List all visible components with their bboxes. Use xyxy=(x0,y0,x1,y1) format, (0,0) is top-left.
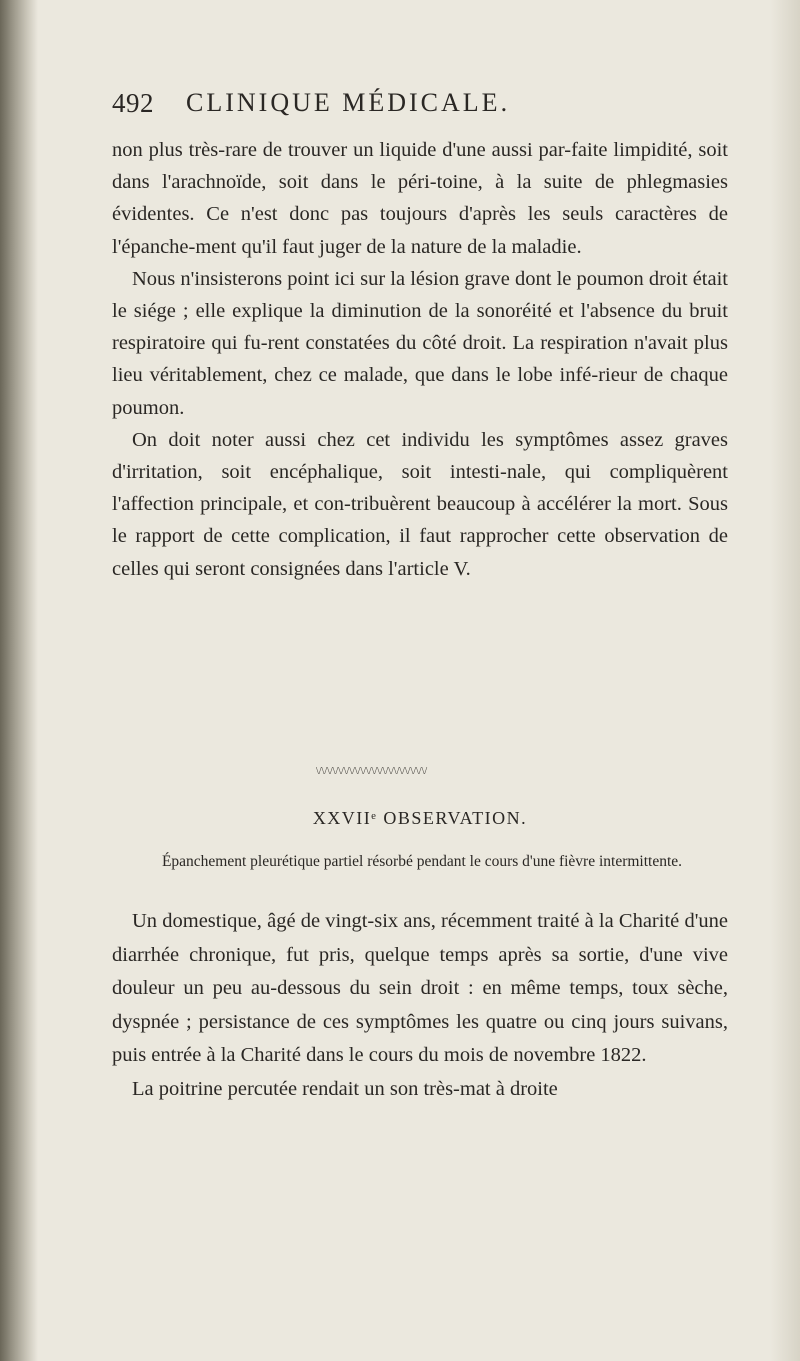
paragraph-2: Nous n'insisterons point ici sur la lésion grave dont le poumon droit était le siége ; elle explique la diminution de la sonoréité et l'absence du bruit respiratoire qui fu-rent constatées du côté droit. La respiration n'avait plus lieu véritablement, chez ce malade, que dans le lobe infé-rieur de chaque poumon. xyxy=(112,267,728,419)
observation-text xyxy=(112,905,728,1107)
paragraph-1: non plus très-rare de trouver un liquide d'une aussi par-faite limpidité, soit dans l'arachnoïde, soit dans le péri-toine, à la suite de phlegmasies évidentes. Ce n'est donc pas toujours d'après les seuls caractères de l'épanche-ment qu'il faut juger de la nature de la maladie. xyxy=(112,139,728,258)
observation-paragraph-2: La poitrine percutée rendait un son très-mat à droite xyxy=(132,1077,558,1100)
page-header xyxy=(112,88,732,128)
observation-paragraph-1: Un domestique, âgé de vingt-six ans, récemment traité à la Charité d'une diarrhée chronique, fut pris, quelque temps après sa sortie, d'une vive douleur un peu au-dessous du sein droit : en même temps, toux sèche, dyspnée ; persistance de ces symptômes les quatre ou cinq jours suivans, puis entrée à la Charité dans le cours du mois de novembre 1822. xyxy=(112,910,728,1067)
paragraph-3: On doit noter aussi chez cet individu les symptômes assez graves d'irritation, soit encéphalique, soit intesti-nale, qui compliquèrent l'affection principale, et con-tribuèrent beaucoup à accélérer la mort. Sous le rapport de cette complication, il faut rapprocher cette observation de celles qui seront consignées dans l'article V. xyxy=(112,428,728,580)
body-text xyxy=(112,134,728,585)
ornamental-separator: \/\/\/\/\/\/\/\/\/\/\/\/\/\/\/\/\/\/\/\/ xyxy=(316,766,428,777)
observation-summary: Épanchement pleurétique partiel résorbé pendant le cours d'une fièvre intermittente. xyxy=(161,853,683,870)
running-title: CLINIQUE MÉDICALE. xyxy=(186,88,511,117)
observation-heading: XXVIIᵉ OBSERVATION. xyxy=(312,808,528,828)
page-edge xyxy=(770,0,800,1361)
binding-shadow xyxy=(0,0,38,1361)
page-number: 492 xyxy=(112,88,154,118)
